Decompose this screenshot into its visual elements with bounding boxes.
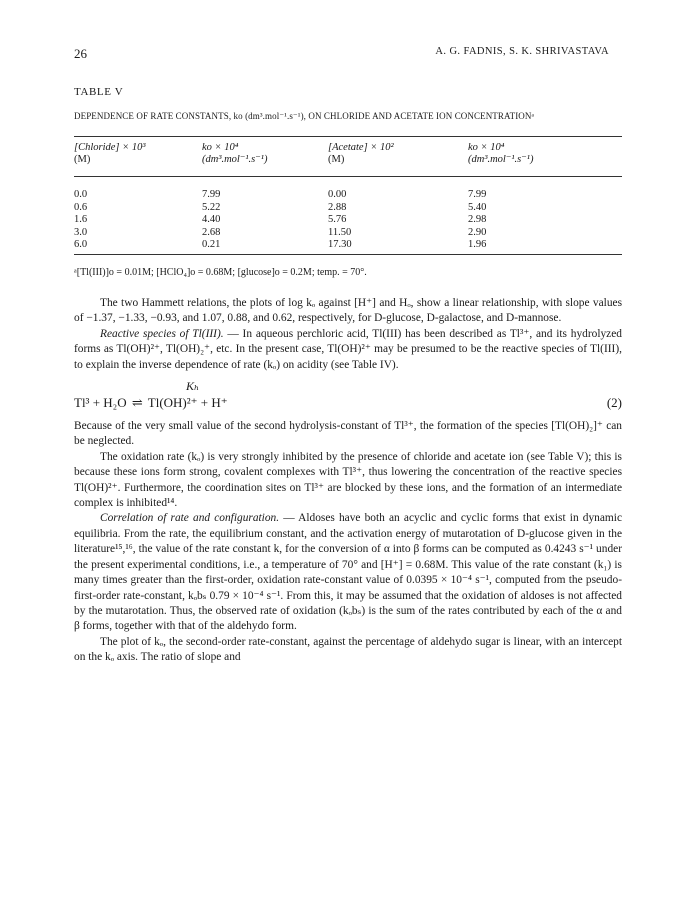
equilibrium-arrow: ⇌ xyxy=(131,395,143,411)
running-head-authors: A. G. FADNIS, S. K. SHRIVASTAVA xyxy=(435,46,609,57)
column-header: ko × 10⁴ (dm³.mol⁻¹.s⁻¹) xyxy=(468,142,534,165)
equation-number: (2) xyxy=(606,395,622,411)
equilibrium-constant-label: Kₕ xyxy=(186,379,200,394)
running-header xyxy=(74,46,609,64)
page-number: 26 xyxy=(74,46,87,61)
column-header: ko × 10⁴ (dm³.mol⁻¹.s⁻¹) xyxy=(202,142,268,165)
table-row: 0.0 7.99 0.00 7.99 xyxy=(74,189,487,200)
table-footnote: ᵃ[Tl(III)]o = 0.01M; [HClO₄]o = 0.68M; [glucose]o = 0.2M; temp. = 70°. xyxy=(74,267,367,278)
equation-2 xyxy=(74,379,622,415)
table-row: 3.0 2.68 11.50 2.90 xyxy=(74,226,487,238)
section-heading: Correlation of rate and configuration. xyxy=(100,512,280,525)
paragraph: The two Hammett relations, the plots of log kₒ against [H⁺] and Hₒ, show a linear relationship, with slope values of −1.37, −1.33, −0.93, and 1.07, 0.88, and 0.62, respectively, for D-glucose, D-galactose, and D-mannose. xyxy=(74,297,622,325)
rate-constant-table xyxy=(74,142,622,252)
column-header: [Acetate] × 10² (M) xyxy=(328,142,394,165)
paragraph: The oxidation rate (kₒ) is very strongly inhibited by the presence of chloride and acetate ion (see Table V); this is because these ions form strong, covalent complexes with Tl³⁺, thus lowering the concentration of the reactive species Tl(OH)²⁺. Furthermore, the coordination sites on Tl³⁺ are blocked by these ions, and the formation of an intermediate complex is inhibited¹⁴. xyxy=(74,450,622,510)
table-row: 0.6 5.22 2.88 5.40 xyxy=(74,201,487,213)
table-label: TABLE V xyxy=(74,86,124,98)
table-header-row xyxy=(74,142,622,176)
paragraph: Correlation of rate and configuration. — Aldoses have both an acyclic and cyclic forms that exist in dynamic equilibria. From the rate, the equilibrium constant, and the activation energy of mutarotation of D-glucose given in the literature¹⁵,¹⁶, the value of the rate constant k, for the conversion of α into β forms can be computed as 0.4243 s⁻¹ under the present experimental conditions, i.e., a temperature of 70° and [H⁺] = 0.68M. This value of the rate constant (k₁) is many times greater than the first-order, oxidation rate-constant value of 0.0395 × 10⁻⁴ s⁻¹, computed from the pseudo-first-order rate-constant, kₒbₛ 0.79 × 10⁻⁴ s⁻¹. From this, it may be assumed that the oxidation of aldoses is not affected by the mutarotation. Thus, the observed rate of oxidation (kₒbₛ) is the sum of the rates contributed by each of the α and β forms, together with that of the aldehydo form. xyxy=(74,512,623,633)
column-header: [Chloride] × 10³ (M) xyxy=(74,142,146,165)
paragraph: Because of the very small value of the second hydrolysis-constant of Tl³⁺, the formation of the species [Tl(OH)₂]⁺ can be neglected. xyxy=(74,420,622,448)
table-row: 6.0 0.21 17.30 1.96 xyxy=(74,239,487,251)
table-bottom-rule xyxy=(74,254,622,255)
paragraph: The plot of kₒ, the second-order rate-constant, against the percentage of aldehydo sugar is linear, with an intercept on the kₒ axis. The ratio of slope and xyxy=(74,635,622,664)
section-heading: Reactive species of Tl(III). xyxy=(100,327,224,340)
body-text xyxy=(74,296,622,666)
table-row: 1.6 4.40 5.76 2.98 xyxy=(74,214,487,226)
table-caption: DEPENDENCE OF RATE CONSTANTS, ko (dm³.mol⁻¹.s⁻¹), ON CHLORIDE AND ACETATE ION CONCENTRATIONᵃ xyxy=(74,111,535,121)
paragraph: Reactive species of Tl(III). — In aqueous perchloric acid, Tl(III) has been described as Tl³⁺, and its hydrolyzed forms as Tl(OH)²⁺, Tl(OH)₂⁺, etc. In the present case, Tl(OH)²⁺ may be presumed to be the reactive species of Tl(III), to explain the inverse dependence of rate (kₒ) on acidity (see Table IV). xyxy=(74,327,622,371)
table-top-rule xyxy=(74,136,622,137)
equation-body: Tl³ + H₂O ⇌ Tl(OH)²⁺ + H⁺ xyxy=(74,395,228,411)
